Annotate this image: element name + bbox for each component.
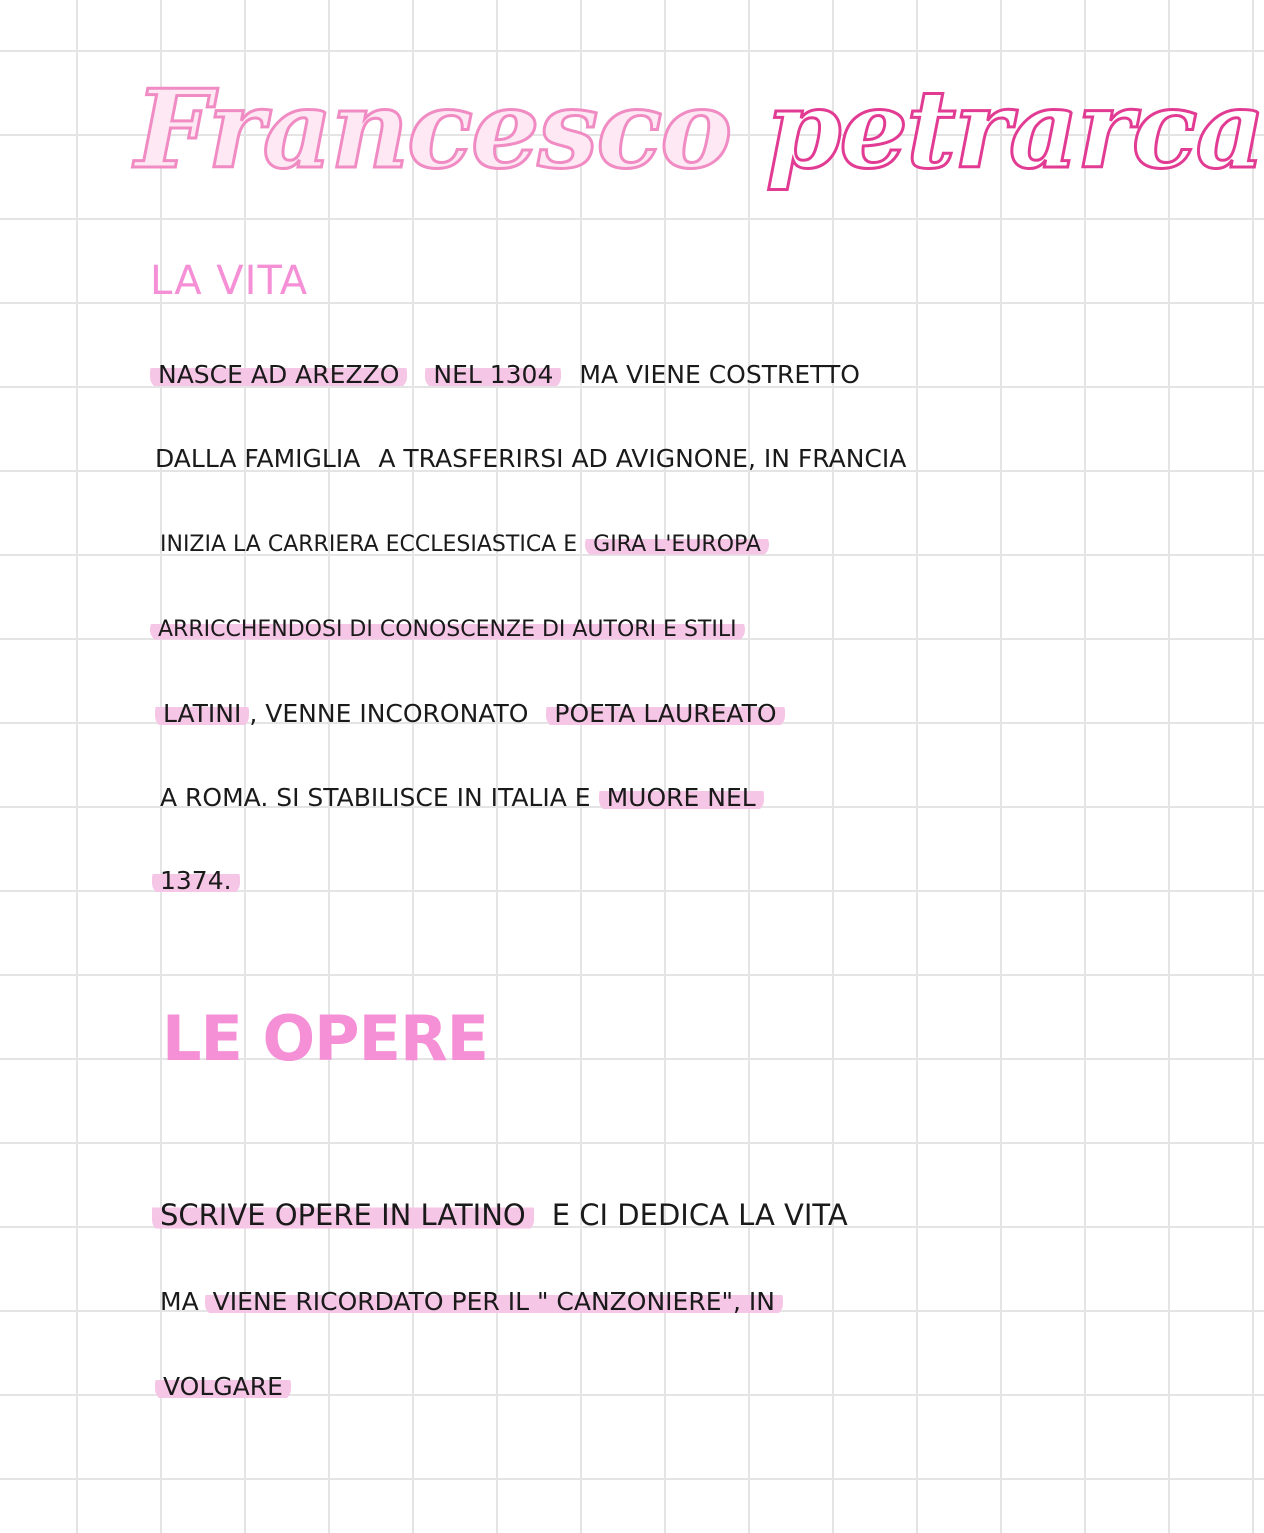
- highlight-text: MUORE NEL: [599, 783, 764, 812]
- opere-line-1: [152, 1198, 848, 1232]
- note-text: , VENNE INCORONATO: [249, 699, 529, 728]
- highlight-text: LATINI: [155, 699, 249, 728]
- vita-line-3: [160, 528, 769, 562]
- highlight-text: NASCE AD AREZZO: [150, 360, 407, 389]
- note-text: INIZIA LA CARRIERA ECCLESIASTICA E: [160, 532, 578, 557]
- vita-line-1: [150, 358, 860, 392]
- highlight-text: POETA LAUREATO: [546, 699, 784, 728]
- highlight-text: 1374.: [152, 866, 240, 895]
- highlight-text: GIRA L'EUROPA: [585, 532, 769, 557]
- vita-line-2: [155, 442, 906, 476]
- opere-line-2: [160, 1285, 783, 1319]
- highlight-text: SCRIVE OPERE IN LATINO: [152, 1198, 534, 1232]
- vita-line-6: [160, 781, 764, 815]
- title-word-first: Francesco: [135, 67, 731, 193]
- note-text: A TRASFERIRSI AD AVIGNONE, IN FRANCIA: [378, 444, 907, 473]
- highlight-text: ARRICCHENDOSI DI CONOSCENZE DI AUTORI E STILI: [150, 617, 745, 642]
- highlight-text: VIENE RICORDATO PER IL " CANZONIERE", IN: [205, 1287, 783, 1316]
- highlight-text: VOLGARE: [155, 1372, 291, 1401]
- note-text: E CI DEDICA LA VITA: [551, 1198, 848, 1232]
- section-heading-opere: LE OPERE: [162, 1002, 489, 1075]
- highlight-text: NEL 1304: [425, 360, 561, 389]
- note-text: A ROMA. SI STABILISCE IN ITALIA E: [160, 783, 591, 812]
- note-text: MA VIENE COSTRETTO: [579, 360, 860, 389]
- title-word-second: petrarca: [765, 67, 1264, 193]
- note-text: MA: [160, 1287, 199, 1316]
- page-title: [135, 60, 1264, 200]
- vita-line-7: [152, 864, 240, 898]
- opere-line-3: [155, 1370, 291, 1404]
- section-heading-vita: LA VITA: [150, 258, 309, 304]
- note-text: DALLA FAMIGLIA: [155, 444, 361, 473]
- vita-line-4: [150, 613, 745, 647]
- vita-line-5: [155, 697, 785, 731]
